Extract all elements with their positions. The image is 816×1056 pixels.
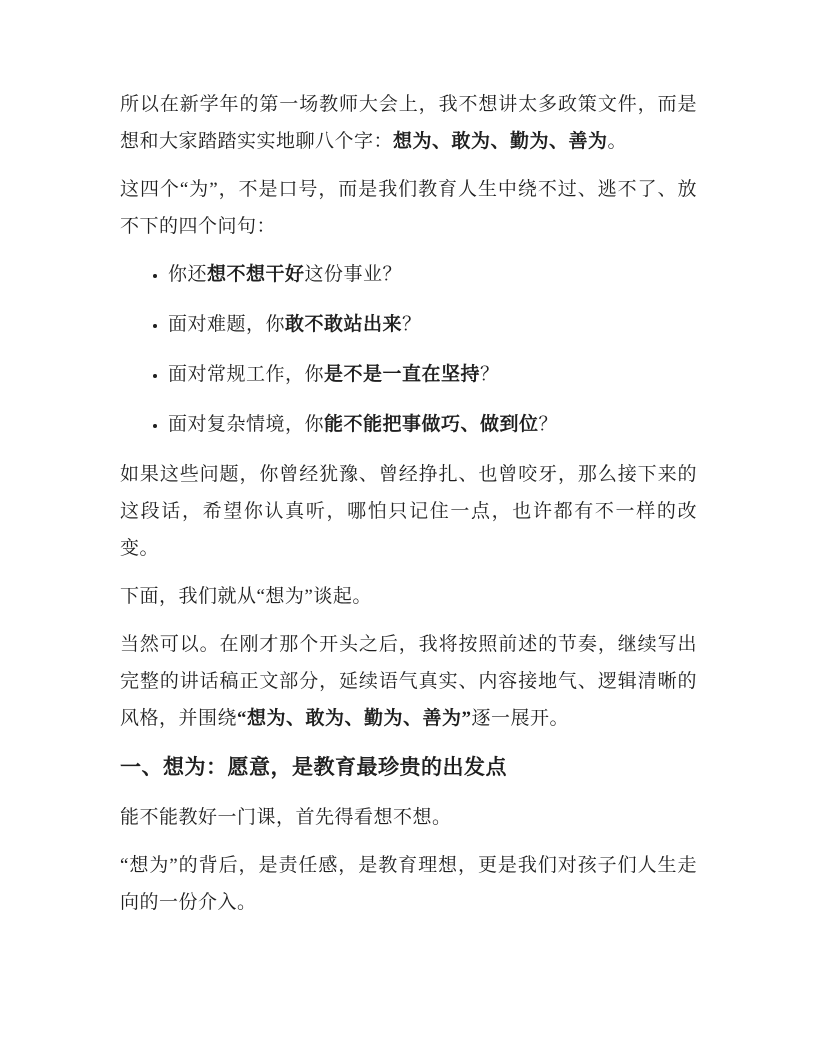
bold-text-run: 敢不敢站出来 [285, 314, 403, 335]
text-run: 。 [607, 131, 628, 152]
text-run: 你还 [168, 264, 208, 285]
section-heading [120, 748, 697, 786]
paragraph [120, 456, 697, 567]
document-content [120, 86, 697, 932]
paragraph [120, 171, 697, 245]
text-run: 所以在新学年的第一场教师大会上，我不想讲太多政策文件，而是想和大家踏踏实实地聊八个字： [120, 94, 697, 152]
text-run: ？ [402, 314, 422, 335]
text-run: 面对复杂情境，你 [168, 414, 325, 435]
text-run: 如果这些问题，你曾经犹豫、曾经挣扎、也曾咬牙，那么接下来的这段话，希望你认真听，哪怕只记住一点，也许都有不一样的改变。 [120, 464, 697, 559]
paragraph [120, 578, 697, 615]
text-run: 逐一展开。 [471, 708, 570, 729]
text-run: 这份事业？ [304, 264, 403, 285]
list-item [168, 306, 697, 343]
paragraph [120, 799, 697, 836]
bullet-list [120, 256, 697, 443]
text-run: 当然可以。在刚才那个开头之后，我将按照前述的节奏，继续写出完整的讲话稿正文部分，延续语气真实、内容接地气、逻辑清晰的风格，并围绕 [120, 634, 697, 729]
text-run: 面对难题，你 [168, 314, 286, 335]
bold-text-run: 是不是一直在坚持 [324, 364, 481, 385]
text-run: ？ [480, 364, 500, 385]
list-item [168, 256, 697, 293]
list-item [168, 406, 697, 443]
bold-text-run: 一、想为：愿意，是教育最珍贵的出发点 [120, 755, 507, 779]
bold-text-run: 能不能把事做巧、做到位 [324, 414, 539, 435]
text-run: 这四个“为”，不是口号，而是我们教育人生中绕不过、逃不了、放不下的四个问句： [120, 179, 697, 237]
text-run: ？ [538, 414, 559, 435]
paragraph [120, 86, 697, 160]
bold-text-run: 想不想干好 [207, 264, 305, 285]
text-run: 能不能教好一门课，首先得看想不想。 [120, 807, 452, 828]
bold-text-run: 想为、敢为、勤为、善为 [393, 131, 608, 152]
text-run: 下面，我们就从“想为”谈起。 [120, 586, 372, 607]
paragraph [120, 626, 697, 737]
bold-text-run: “想为、敢为、勤为、善为” [237, 708, 472, 729]
paragraph [120, 847, 697, 921]
text-run: 面对常规工作，你 [168, 364, 325, 385]
list-item [168, 356, 697, 393]
text-run: “想为”的背后，是责任感，是教育理想，更是我们对孩子们人生走向的一份介入。 [120, 855, 697, 913]
